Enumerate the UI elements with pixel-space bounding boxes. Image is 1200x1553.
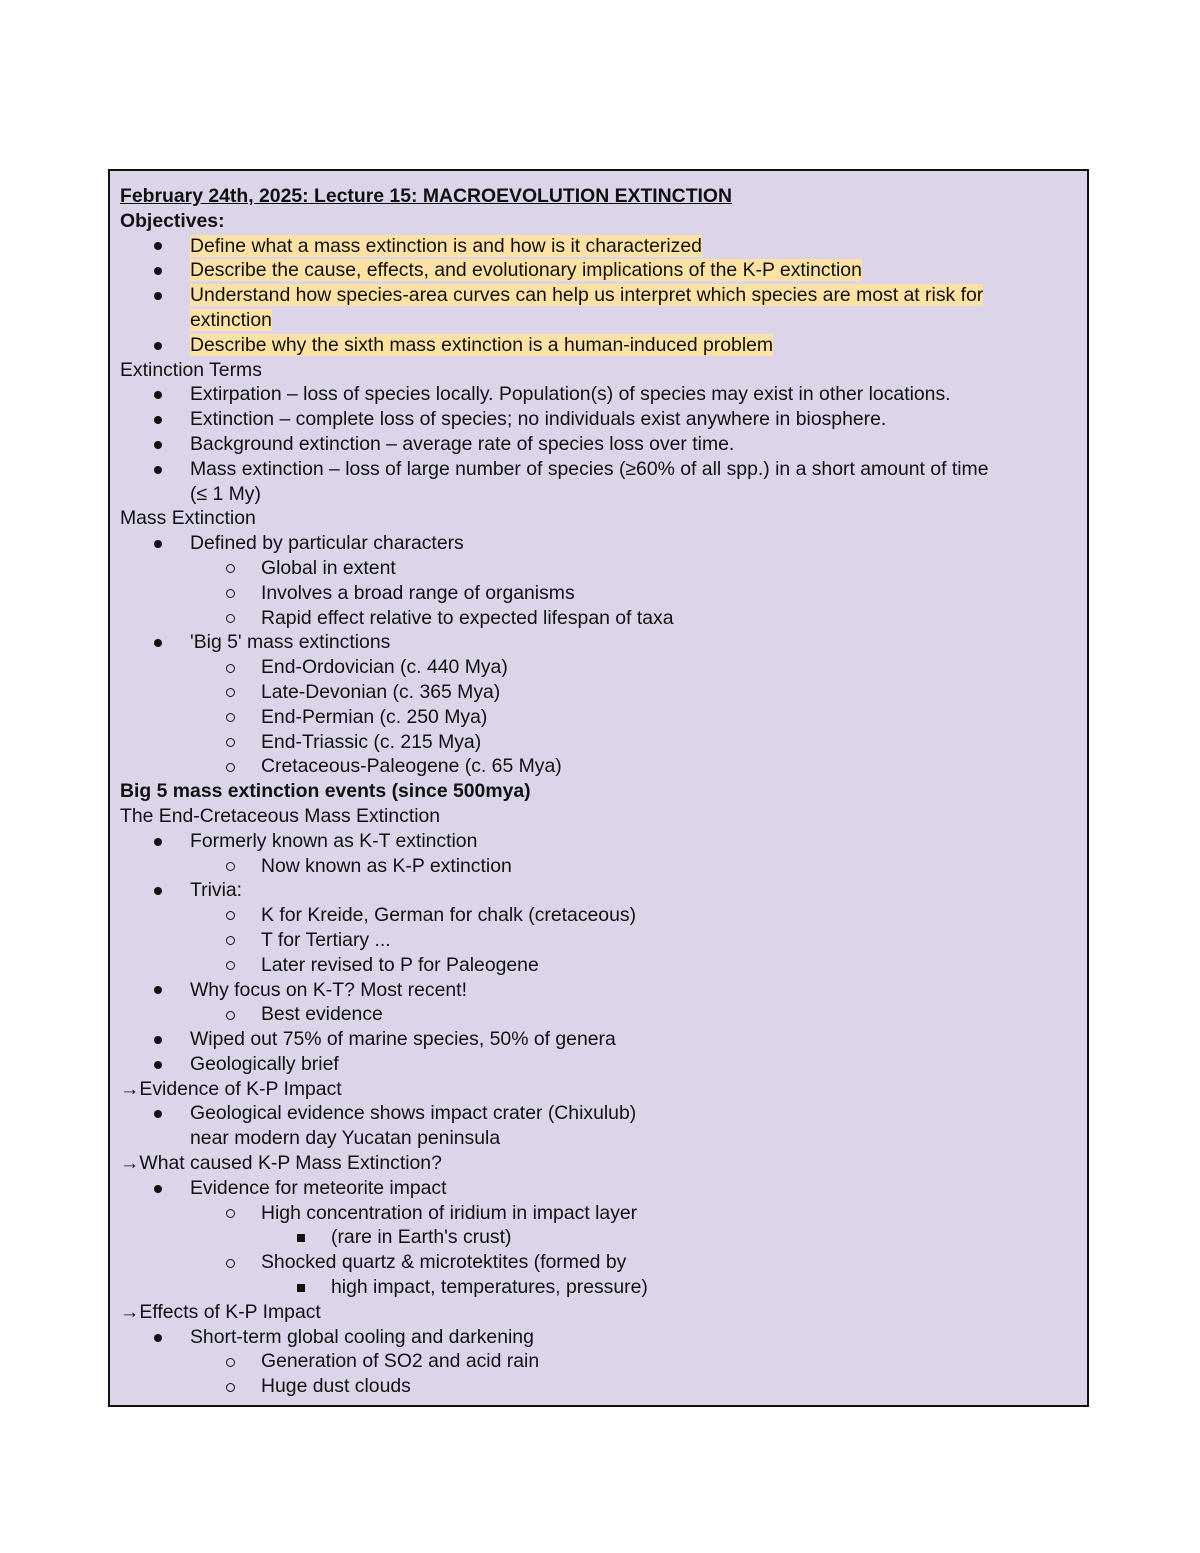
square-bullet-icon: [297, 1225, 305, 1250]
list-item: Trivia:: [120, 878, 1077, 903]
circle-bullet-icon: [226, 581, 235, 606]
sub-list-item: End-Ordovician (c. 440 Mya): [120, 655, 1077, 680]
list-item: Geologically brief: [120, 1052, 1077, 1077]
sub-list-item: End-Permian (c. 250 Mya): [120, 705, 1077, 730]
sub-list-item: Shocked quartz & microtektites (formed by: [120, 1250, 1077, 1275]
list-item: Short-term global cooling and darkening: [120, 1325, 1077, 1350]
bullet-icon: [154, 978, 162, 1003]
sub-list-item: K for Kreide, German for chalk (cretaceous): [120, 903, 1077, 928]
section-heading: Extinction Terms: [120, 358, 262, 381]
bullet-icon: [154, 630, 162, 655]
bullet-icon: [154, 457, 162, 482]
list-item-continuation: extinction: [190, 308, 272, 331]
bullet-icon: [154, 878, 162, 903]
bullet-icon: [154, 531, 162, 556]
circle-bullet-icon: [226, 854, 235, 879]
sub-list-item: T for Tertiary ...: [120, 928, 1077, 953]
bullet-icon: [154, 258, 162, 283]
bullet-icon: [154, 283, 162, 308]
circle-bullet-icon: [226, 1349, 235, 1374]
bullet-icon: [154, 333, 162, 358]
page-title: February 24th, 2025: Lecture 15: MACROEVOLUTION EXTINCTION: [120, 185, 733, 207]
objectives-heading: Objectives:: [120, 209, 225, 232]
circle-bullet-icon: [226, 655, 235, 680]
list-item: Define what a mass extinction is and how is it characterized: [120, 234, 1077, 259]
circle-bullet-icon: [226, 680, 235, 705]
list-item: 'Big 5' mass extinctions: [120, 630, 1077, 655]
list-item: Geological evidence shows impact crater (Chixulub): [120, 1101, 1077, 1126]
bullet-icon: [154, 1052, 162, 1077]
sub-list-item: Generation of SO2 and acid rain: [120, 1349, 1077, 1374]
square-bullet-icon: [297, 1275, 305, 1300]
sub-list-item: Late-Devonian (c. 365 Mya): [120, 680, 1077, 705]
circle-bullet-icon: [226, 903, 235, 928]
sub-list-item: Later revised to P for Paleogene: [120, 953, 1077, 978]
sub-sub-list-item: high impact, temperatures, pressure): [120, 1275, 1077, 1300]
list-item: Background extinction – average rate of species loss over time.: [120, 432, 1077, 457]
sub-list-item: Involves a broad range of organisms: [120, 581, 1077, 606]
notes-panel: [108, 169, 1089, 1407]
circle-bullet-icon: [226, 928, 235, 953]
circle-bullet-icon: [226, 1374, 235, 1399]
list-item-continuation: (≤ 1 My): [190, 482, 261, 505]
list-item: Why focus on K-T? Most recent!: [120, 978, 1077, 1003]
bullet-icon: [154, 1027, 162, 1052]
bullet-icon: [154, 407, 162, 432]
sub-list-item: High concentration of iridium in impact layer: [120, 1201, 1077, 1226]
list-item: Describe the cause, effects, and evolutionary implications of the K-P extinction: [120, 258, 1077, 283]
bullet-icon: [154, 1325, 162, 1350]
sub-list-item: Cretaceous-Paleogene (c. 65 Mya): [120, 754, 1077, 779]
circle-bullet-icon: [226, 556, 235, 581]
bullet-icon: [154, 1176, 162, 1201]
list-item: Wiped out 75% of marine species, 50% of genera: [120, 1027, 1077, 1052]
list-item: Extinction – complete loss of species; no individuals exist anywhere in biosphere.: [120, 407, 1077, 432]
sub-list-item: Rapid effect relative to expected lifespan of taxa: [120, 606, 1077, 631]
circle-bullet-icon: [226, 730, 235, 755]
circle-bullet-icon: [226, 1002, 235, 1027]
list-item: Describe why the sixth mass extinction is a human-induced problem: [120, 333, 1077, 358]
list-item: Mass extinction – loss of large number of species (≥60% of all spp.) in a short amount of time: [120, 457, 1077, 482]
sub-list-item: End-Triassic (c. 215 Mya): [120, 730, 1077, 755]
circle-bullet-icon: [226, 705, 235, 730]
list-item: Extirpation – loss of species locally. Population(s) of species may exist in other locations.: [120, 382, 1077, 407]
bullet-icon: [154, 829, 162, 854]
circle-bullet-icon: [226, 953, 235, 978]
section-heading-bold: Big 5 mass extinction events (since 500mya): [120, 780, 531, 803]
bullet-icon: [154, 234, 162, 259]
section-heading: →What caused K-P Mass Extinction?: [120, 1152, 442, 1175]
section-heading: →Evidence of K-P Impact: [120, 1077, 342, 1100]
list-item: Defined by particular characters: [120, 531, 1077, 556]
section-heading: Mass Extinction: [120, 507, 256, 530]
sub-list-item: Best evidence: [120, 1002, 1077, 1027]
notes-content: [120, 184, 1077, 1399]
circle-bullet-icon: [226, 606, 235, 631]
list-item: Evidence for meteorite impact: [120, 1176, 1077, 1201]
circle-bullet-icon: [226, 1201, 235, 1226]
sub-sub-list-item: (rare in Earth's crust): [120, 1225, 1077, 1250]
circle-bullet-icon: [226, 1250, 235, 1275]
section-heading: →Effects of K-P Impact: [120, 1300, 321, 1323]
list-item-continuation: near modern day Yucatan peninsula: [190, 1127, 501, 1150]
sub-list-item: Huge dust clouds: [120, 1374, 1077, 1399]
sub-list-item: Now known as K-P extinction: [120, 854, 1077, 879]
bullet-icon: [154, 382, 162, 407]
sub-list-item: Global in extent: [120, 556, 1077, 581]
circle-bullet-icon: [226, 754, 235, 779]
list-item: Understand how species-area curves can help us interpret which species are most at risk for: [120, 283, 1077, 308]
bullet-icon: [154, 432, 162, 457]
section-heading: The End-Cretaceous Mass Extinction: [120, 804, 441, 827]
list-item: Formerly known as K-T extinction: [120, 829, 1077, 854]
bullet-icon: [154, 1101, 162, 1126]
